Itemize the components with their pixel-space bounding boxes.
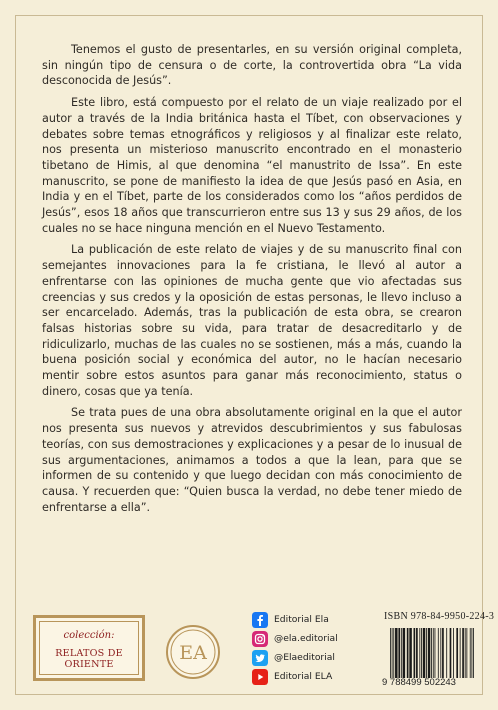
youtube-icon [252,669,268,685]
collection-badge [33,615,145,681]
barcode-bar [440,628,441,678]
barcode-bar [465,628,466,678]
barcode-bar [446,628,447,678]
barcode-bar [416,628,418,678]
barcode-bar [393,628,394,678]
barcode-bar [435,628,436,678]
barcode-bar [470,628,471,678]
barcode-bar [433,628,434,678]
synopsis-paragraph-3: La publicación de este relato de viajes y de su manuscrito final con semejantes innovaciones para la fe cristiana, le llevó al autor a enfrentarse con las opiniones de mucha gente que vio afectadas sus creencias y sus credos y la oposición de estas personas, le llevo incluso a ser encarcelado. Además, tras la publicación de esta obra, se crearon falsas historias sobre su vida, para tratar de desacreditarlo y de ridiculizarlo, muchas de las cuales no se sostienen, más a más, cuando la buena posición social y económica del autor, no le hacían necesario mentir sobre estos asuntos para ganar más reconocimiento, status o dinero, cosas que ya tenía. [42,243,462,398]
synopsis-text [42,42,462,521]
barcode-bar [431,628,432,678]
isbn-label: ISBN 978-84-9950-224-3 [384,611,495,622]
twitter-handle: @Elaeditorial [274,652,335,663]
synopsis-paragraph-1: Tenemos el gusto de presentarles, en su versión original completa, sin ningún tipo de censura o de corte, la controvertida obra “La vida desconocida de Jesús”. [42,43,462,88]
barcode-bar [390,628,391,678]
barcode-bar [401,628,402,678]
barcode-bar [462,628,464,678]
barcode-bar [450,628,452,678]
barcode-bar [409,628,412,678]
barcode-bar [466,628,467,678]
barcode-bar [392,628,393,678]
barcode-bar [414,628,416,678]
collection-name: RELATOS DE ORIENTE [55,648,123,670]
barcode-bar [438,628,439,678]
barcode [382,628,476,689]
barcode-bar [403,628,406,678]
barcode-number: 9 788499 502243 [382,677,456,688]
barcode-bar [453,628,454,678]
barcode-bar [471,628,472,678]
barcode-bar [398,628,400,678]
barcode-bar [442,628,444,678]
facebook-icon [252,612,268,628]
collection-label: colección: [63,630,115,641]
logo-letters: EA [179,642,207,664]
barcode-bar [426,628,427,678]
instagram-handle: @ela.editorial [274,633,338,644]
publisher-logo [165,624,221,680]
barcode-bar [407,628,409,678]
twitter-icon [252,650,268,666]
barcode-bar [423,628,426,678]
barcode-bar [395,628,398,678]
synopsis-paragraph-4: Se trata pues de una obra absolutamente original en la que el autor nos presenta sus nuevos y atrevidos descubrimientos y sus fabulosas teorías, con sus demostraciones y explicaciones y a pesar de lo inusual de sus argumentaciones, animamos a todos a que la lean, para que se informen de su contenido y que luego decidan con más conocimiento de causa. Y recuerden que: “Quien busca la verdad, no debe tener miedo de enfrentarse a ella”. [42,406,462,514]
barcode-bars [390,628,474,678]
synopsis-paragraph-2: Este libro, está compuesto por el relato de un viaje realizado por el autor a través de la India británica hasta el Tíbet, con observaciones y debates sobre temas etnográficos y religiosos y al finalizar este relato, nos presenta un misterioso manuscrito encontrado en el monasterio tibetano de Himis, al que denomina “el manustrito de Issa”. En este manuscrito, se pone de manifiesto la idea de que Jesús pasó en Asia, en India y en el Tíbet, parte de los considerados como los “años perdidos de Jesús”, esos 18 años que transcurrieron entre sus 13 y sus 29 años, de los cuales no se hace ninguna mención en el Nuevo Testamento. [42,96,462,235]
barcode-bar [460,628,461,678]
youtube-handle: Editorial ELA [274,671,333,682]
barcode-bar [419,628,420,678]
facebook-handle: Editorial Ela [274,614,329,625]
barcode-bar [456,628,458,678]
barcode-bar [421,628,422,678]
barcode-bar [473,628,474,678]
barcode-bar [428,628,431,678]
instagram-icon [252,631,268,647]
